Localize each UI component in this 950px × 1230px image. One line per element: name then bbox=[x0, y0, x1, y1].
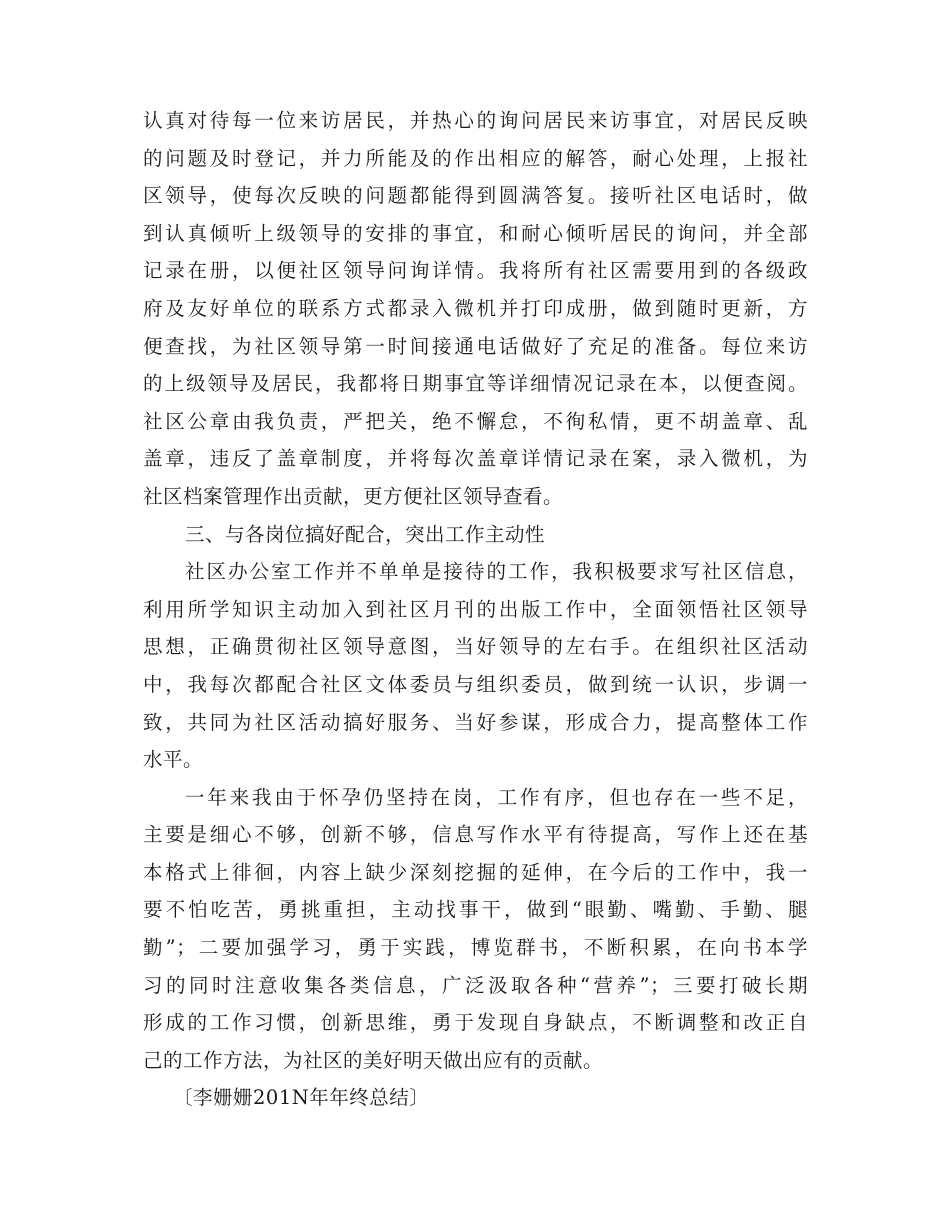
text-line: 致，共同为社区活动搞好服务、当好参谋，形成合力，提高整体工作 bbox=[143, 710, 808, 734]
text-line: 社区公章由我负责，严把关，绝不懈怠，不徇私情，更不胡盖章、乱 bbox=[143, 409, 808, 433]
text-line: 的问题及时登记，并力所能及的作出相应的解答，耐心处理，上报社 bbox=[143, 146, 808, 170]
text-line: 要不怕吃苦，勇挑重担，主动找事干，做到“眼勤、嘴勤、手勤、腿 bbox=[143, 898, 808, 922]
signature-line: 〔李姗姗201N年年终总结〕 bbox=[173, 1086, 430, 1110]
text-line: 习的同时注意收集各类信息，广泛汲取各种“营养”；三要打破长期 bbox=[143, 973, 808, 997]
text-line: 认真对待每一位来访居民，并热心的询问居民来访事宜，对居民反映 bbox=[143, 109, 808, 132]
text-line: 社区档案管理作出贡献，更方便社区领导查看。 bbox=[143, 484, 564, 508]
paragraph-2 bbox=[143, 553, 808, 779]
text-line: 利用所学知识主动加入到社区月刊的出版工作中，全面领悟社区领导 bbox=[143, 597, 808, 621]
text-line: 的上级领导及居民，我都将日期事宜等详细情况记录在本，以便查阅。 bbox=[143, 372, 808, 396]
text-line: 水平。 bbox=[143, 748, 204, 772]
text-line: 本格式上徘徊，内容上缺少深刻挖掘的延伸，在今后的工作中，我一 bbox=[143, 860, 808, 884]
text-line: 中，我每次都配合社区文体委员与组织委员，做到统一认识，步调一 bbox=[143, 672, 808, 696]
text-line: 到认真倾听上级领导的安排的事宜，和耐心倾听居民的询问，并全部 bbox=[143, 221, 808, 245]
text-line: 盖章，违反了盖章制度，并将每次盖章详情记录在案，录入微机，为 bbox=[143, 447, 808, 471]
paragraph-1 bbox=[143, 102, 808, 516]
document-page bbox=[143, 102, 808, 1117]
text-line: 主要是细心不够，创新不够，信息写作水平有待提高，写作上还在基 bbox=[143, 823, 808, 847]
text-line: 勤”；二要加强学习，勇于实践，博览群书，不断积累，在向书本学 bbox=[143, 936, 808, 960]
text-line: 便查找，为社区领导第一时间接通电话做好了充足的准备。每位来访 bbox=[143, 334, 808, 358]
section-heading: 三、与各岗位搞好配合，突出工作主动性 bbox=[185, 522, 546, 546]
text-line: 记录在册，以便社区领导问询详情。我将所有社区需要用到的各级政 bbox=[143, 259, 808, 283]
text-line: 形成的工作习惯，创新思维，勇于发现自身缺点，不断调整和改正自 bbox=[143, 1011, 808, 1035]
paragraph-3 bbox=[143, 779, 808, 1080]
text-line: 府及友好单位的联系方式都录入微机并打印成册，做到随时更新，方 bbox=[143, 296, 808, 320]
text-line: 区领导，使每次反映的问题都能得到圆满答复。接听社区电话时，做 bbox=[143, 184, 808, 208]
text-line: 思想，正确贯彻社区领导意图，当好领导的左右手。在组织社区活动 bbox=[143, 635, 808, 659]
text-line: 一年来我由于怀孕仍坚持在岗，工作有序，但也存在一些不足， bbox=[185, 785, 808, 809]
text-line: 社区办公室工作并不单单是接待的工作，我积极要求写社区信息， bbox=[185, 560, 808, 584]
text-line: 己的工作方法，为社区的美好明天做出应有的贡献。 bbox=[143, 1048, 604, 1072]
